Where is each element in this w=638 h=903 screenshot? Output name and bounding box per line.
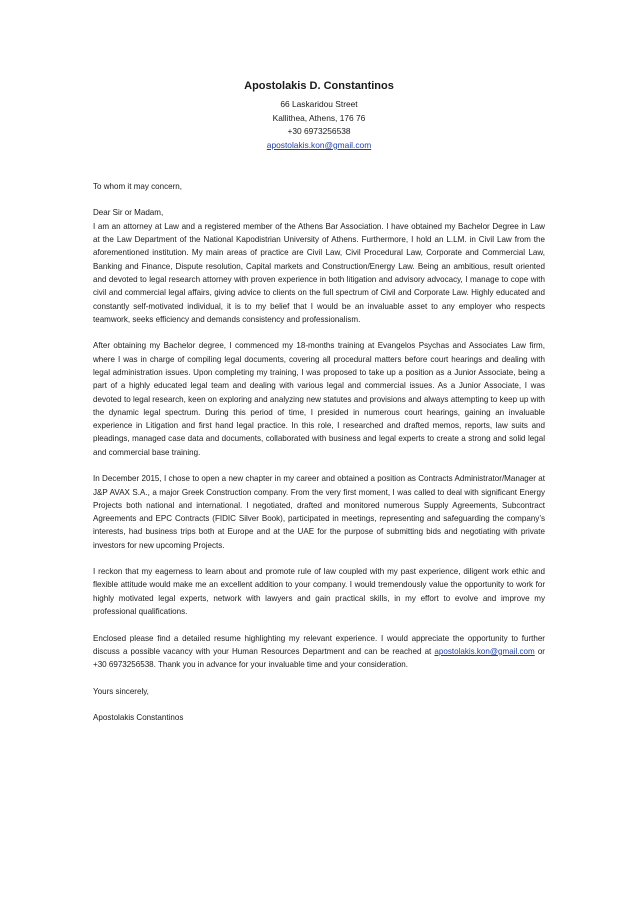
sender-street: 66 Laskaridou Street [280, 99, 358, 109]
paragraph-1: I am an attorney at Law and a registered member of the Athens Bar Association. I have obtained my Bachelor Degree in Law at the Law Department of the National Kapodistrian University of Athens. Furthermore, I hold an L.LM. in Civil Law from the aforementioned institution. My main areas of practice are Civil Law, Civil Procedural Law, Corporate and Commercial Law, Banking and Finance, Dispute resolution, Capital markets and Construction/Energy Law. Being an ambitious, result oriented and devoted to legal research attorney with proven experience in both litigation and advisory advocacy, I manage to cope with civil and commercial legal affairs, giving advice to clients on the full spectrum of Civil and Corporate Law. Highly educated and constantly self-motivated individual, it is to my belief that I would be an invaluable asset to any employer who respects teamwork, seeks efficiency and demands consistency and professionalism. [93, 221, 545, 324]
salutation-intro: To whom it may concern, [93, 182, 182, 191]
paragraph-2: After obtaining my Bachelor degree, I commenced my 18-months training at Evangelos Psychas and Associates Law firm, where I was in charge of compiling legal documents, covering all procedural matters before court hearings and dealing with legal administration issues. Upon completing my training, I was proposed to take up a position as a Junior Associate, being a part of a highly educated legal team and dealing with various legal and commercial issues. As a Junior Associate, I was devoted to legal research, keen on exploring and analyzing new statutes and provisions and always attempting to keep up with the dynamic legal spectrum. During this period of time, I presided in numerous court hearings, gaining an invaluable experience in Litigation and first hand legal practice. In this role, I researched and drafted memos, reports, law suits and pleadings, managed case data and documents, collaborated with business and legal experts to create a strong and solid legal and commercial base training. [93, 341, 545, 457]
signature: Apostolakis Constantinos [93, 713, 184, 723]
paragraph-5-end: or +30 6973256538. Thank you in advance for your invaluable time and your consideration. [93, 646, 545, 670]
paragraph-4: I reckon that my eagerness to learn about and promote rule of law coupled with my past experience, diligent work ethic and flexible attitude would make me an excellent addition to your company. I would tremendously value the opportunity to work for highly motivated legal experts, network with lawyers and gain practical skills, in my effort to evolve and improve my professional qualifications. [93, 567, 545, 617]
sender-email-link[interactable]: apostolakis.kon@gmail.com [266, 139, 372, 150]
closing: Yours sincerely, [93, 686, 149, 696]
paragraph-3: In December 2015, I chose to open a new chapter in my career and obtained a position as Contracts Administrator/Manager at J&P AVAX S.A., a major Greek Construction company. From the very first moment, I was called to deal with significant Energy Projects both national and international. I negotiated, drafted and monitored numerous Supply Agreements, Subcontract Agreements and EPC Contracts (FIDIC Silver Book), participated in meetings, representing and safeguarding the company’s interests, had business trips both at Europe and at the UAE for the purpose of submitting bids and negotiating with private investors for new upcoming Projects. [93, 474, 545, 550]
sender-phone: +30 6973256538 [287, 126, 351, 137]
sender-name: Apostolakis D. Constantinos [244, 80, 394, 92]
salutation: Dear Sir or Madam, [93, 208, 164, 218]
email-link[interactable]: apostolakis.kon@gmail.com [434, 646, 535, 656]
letter-body [93, 180, 545, 724]
paragraph-5 [93, 632, 545, 672]
sender-city: Kallithea, Athens, 176 76 [272, 112, 366, 123]
letter-header [0, 78, 638, 152]
paragraph-5-start: Enclosed please find a detailed resume highlighting my relevant experience. I would appreciate the opportunity to further discuss a possible vacancy with your Human Resources Department and can be reached at [93, 633, 545, 656]
